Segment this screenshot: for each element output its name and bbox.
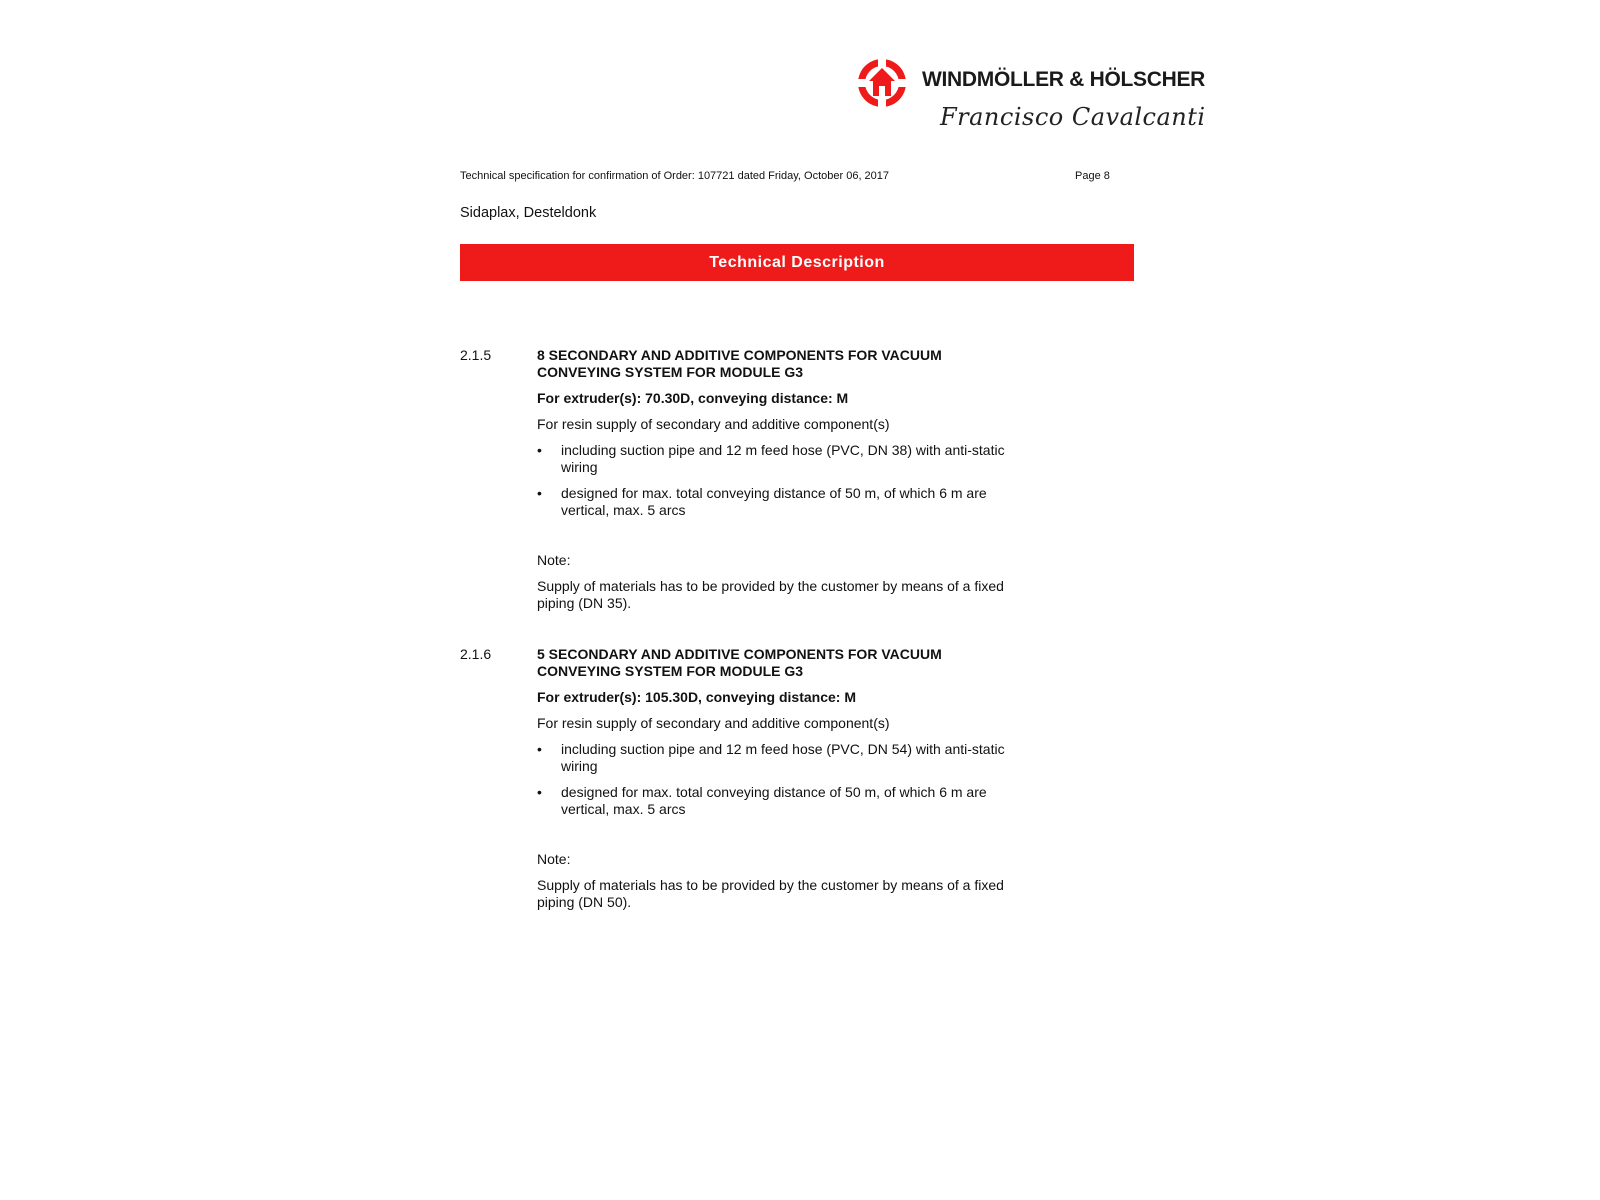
section-banner: Technical Description	[460, 244, 1134, 281]
customer-name: Sidaplax, Desteldonk	[460, 205, 597, 221]
brand-name: WINDMÖLLER & HÖLSCHER	[922, 68, 1206, 91]
bullet-icon: •	[537, 784, 542, 800]
bullet-icon: •	[537, 741, 542, 757]
bullet-text: designed for max. total conveying distance of 50 m, of which 6 m are vertical, max. 5 arcs	[561, 485, 987, 518]
section-title: 8 SECONDARY AND ADDITIVE COMPONENTS FOR VACUUM CONVEYING SYSTEM FOR MODULE G3	[537, 347, 942, 380]
section-subtitle: For extruder(s): 105.30D, conveying distance: M	[537, 689, 856, 705]
note-text: Supply of materials has to be provided by the customer by means of a fixed piping (DN 50).	[537, 877, 1004, 910]
bullet-text: designed for max. total conveying distance of 50 m, of which 6 m are vertical, max. 5 arcs	[561, 784, 987, 817]
section-number: 2.1.6	[460, 646, 492, 662]
list-item	[537, 485, 1027, 519]
company-logo-icon	[856, 57, 908, 109]
section-title: 5 SECONDARY AND ADDITIVE COMPONENTS FOR VACUUM CONVEYING SYSTEM FOR MODULE G3	[537, 646, 942, 679]
note-text: Supply of materials has to be provided by the customer by means of a fixed piping (DN 35).	[537, 578, 1004, 611]
list-item	[537, 784, 1027, 818]
note-label: Note:	[537, 552, 571, 568]
spec-line: Technical specification for confirmation of Order: 107721 dated Friday, October 06, 2017	[460, 170, 890, 182]
section-intro: For resin supply of secondary and additive component(s)	[537, 416, 890, 432]
bullet-text: including suction pipe and 12 m feed hose (PVC, DN 38) with anti-static wiring	[561, 442, 1005, 475]
section-number: 2.1.5	[460, 347, 492, 363]
list-item	[537, 741, 1027, 775]
section-intro: For resin supply of secondary and additive component(s)	[537, 715, 890, 731]
bullet-icon: •	[537, 442, 542, 458]
section-subtitle: For extruder(s): 70.30D, conveying distance: M	[537, 390, 849, 406]
signature: Francisco Cavalcanti	[940, 103, 1206, 131]
section-2-1-5	[460, 347, 1020, 621]
note-label: Note:	[537, 851, 571, 867]
section-2-1-6	[460, 646, 1020, 920]
bullet-list	[537, 442, 1027, 519]
bullet-icon: •	[537, 485, 542, 501]
list-item	[537, 442, 1027, 476]
page-number: Page 8	[1075, 170, 1110, 182]
bullet-list	[537, 741, 1027, 818]
bullet-text: including suction pipe and 12 m feed hose (PVC, DN 54) with anti-static wiring	[561, 741, 1005, 774]
